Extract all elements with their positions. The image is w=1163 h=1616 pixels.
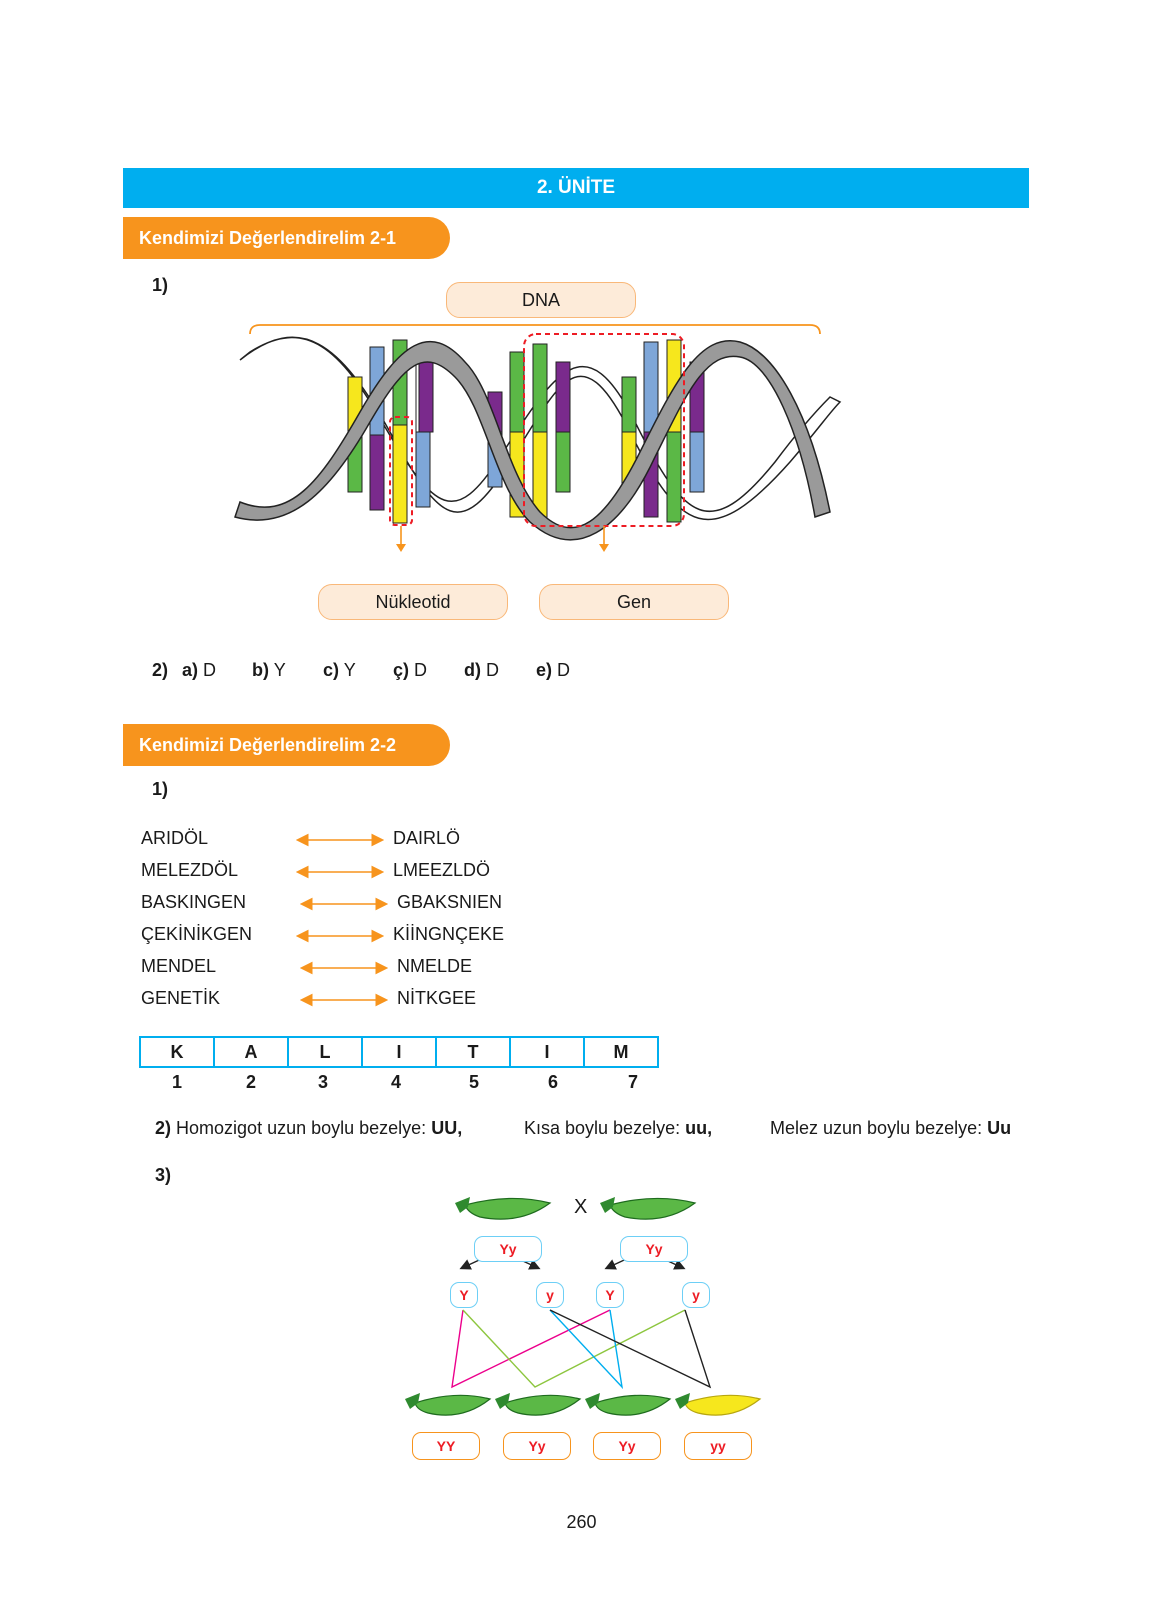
- word-left: MENDEL: [141, 956, 217, 976]
- answer-d: [464, 660, 499, 681]
- kalitim-table: [139, 1036, 659, 1068]
- dna-label: [446, 282, 636, 318]
- gamete-text: Y: [605, 1287, 615, 1303]
- question-number: 2): [155, 1118, 172, 1138]
- number-label: 5: [468, 1072, 479, 1092]
- genotype-text: YY: [436, 1438, 456, 1454]
- answer-key: e): [536, 660, 553, 680]
- q2-genotype-short: [524, 1118, 712, 1139]
- answer-value: D: [557, 660, 571, 680]
- pea-pod-icon: [600, 1197, 695, 1219]
- section-tab-2-1: [123, 217, 450, 259]
- answer-key: a): [182, 660, 199, 680]
- question-number: 1): [152, 779, 169, 799]
- gamete: [596, 1282, 624, 1308]
- letter-cell: I: [510, 1037, 584, 1067]
- cross-symbol: X: [574, 1196, 588, 1218]
- kalitim-numbers: [139, 1072, 675, 1093]
- genotype-text: Yy: [645, 1241, 663, 1257]
- genotype-value: Uu: [987, 1118, 1012, 1138]
- pea-pod-icon: [585, 1393, 670, 1415]
- answer-value: Y: [273, 660, 286, 680]
- q2-row: [152, 660, 168, 681]
- answer-key: ç): [393, 660, 410, 680]
- gamete: [536, 1282, 564, 1308]
- letter-cell: L: [288, 1037, 362, 1067]
- letter-cell: K: [140, 1037, 214, 1067]
- answer-key: c): [323, 660, 340, 680]
- question-number: 1): [152, 275, 169, 295]
- question-number: 2): [152, 660, 169, 680]
- gamete-text: y: [692, 1287, 700, 1303]
- number-label: 6: [547, 1072, 558, 1092]
- answer-key: d): [464, 660, 481, 680]
- nucleotide-label-text: Nükleotid: [375, 591, 451, 612]
- letter-cell: T: [436, 1037, 510, 1067]
- gamete-text: y: [546, 1287, 554, 1303]
- offspring-genotype: [593, 1432, 661, 1460]
- double-arrows: [295, 828, 390, 1018]
- answer-e: [536, 660, 570, 681]
- number-label: 4: [390, 1072, 401, 1092]
- word-left: MELEZDÖL: [141, 860, 239, 880]
- gamete: [450, 1282, 478, 1308]
- word-left: ÇEKİNİKGEN: [141, 924, 253, 944]
- pea-cross-diagram: [400, 1185, 770, 1455]
- number-label: 7: [627, 1072, 638, 1092]
- gamete-text: Y: [459, 1287, 469, 1303]
- genotype-value: UU,: [431, 1118, 463, 1138]
- genotype-text: Yy: [528, 1438, 546, 1454]
- answer-value: D: [414, 660, 428, 680]
- answer-value: Y: [343, 660, 356, 680]
- genotype-text: yy: [710, 1438, 726, 1454]
- word-right: NMELDE: [397, 956, 473, 976]
- offspring-genotype: [412, 1432, 480, 1460]
- letter-cell: A: [214, 1037, 288, 1067]
- word-left: ARIDÖL: [141, 828, 209, 848]
- section-title: Kendimizi Değerlendirelim 2-1: [139, 227, 397, 248]
- parent-genotype: [474, 1236, 542, 1262]
- q2-genotypes: [155, 1118, 462, 1139]
- word-right: GBAKSNIEN: [397, 892, 503, 912]
- answer-value: D: [203, 660, 217, 680]
- word-left: BASKINGEN: [141, 892, 247, 912]
- unit-title: 2. ÜNİTE: [536, 177, 616, 198]
- section-title: Kendimizi Değerlendirelim 2-2: [139, 734, 397, 755]
- pea-pod-icon: [675, 1393, 760, 1415]
- gene-label-text: Gen: [616, 591, 652, 612]
- answer-key: b): [252, 660, 269, 680]
- parent-genotype: [620, 1236, 688, 1262]
- text: Homozigot uzun boylu bezelye:: [176, 1118, 427, 1138]
- answer-a: [182, 660, 216, 681]
- question-number: 3): [155, 1165, 172, 1185]
- answer-b: [252, 660, 286, 681]
- offspring-genotype: [503, 1432, 571, 1460]
- genotype-value: uu,: [685, 1118, 713, 1138]
- word-left: GENETİK: [141, 988, 221, 1008]
- word-right: LMEEZLDÖ: [393, 860, 491, 880]
- pea-pod-icon: [495, 1393, 580, 1415]
- dna-helix-diagram: [230, 322, 850, 552]
- answer-c: [323, 660, 356, 681]
- answer-value: D: [486, 660, 500, 680]
- number-label: 1: [171, 1072, 182, 1092]
- page-number: 260: [566, 1512, 597, 1532]
- genotype-text: Yy: [618, 1438, 636, 1454]
- section-tab-2-2: [123, 724, 450, 766]
- number-label: 2: [245, 1072, 256, 1092]
- text: Melez uzun boylu bezelye:: [770, 1118, 983, 1138]
- gamete: [682, 1282, 710, 1308]
- unit-header: [123, 168, 1029, 208]
- dna-label-text: DNA: [521, 289, 560, 310]
- word-right: KİİNGNÇEKE: [393, 924, 505, 944]
- genotype-text: Yy: [499, 1241, 517, 1257]
- word-right: NİTKGEE: [397, 988, 477, 1008]
- letter-cell: I: [362, 1037, 436, 1067]
- text: Kısa boylu bezelye:: [524, 1118, 681, 1138]
- pea-pod-icon: [405, 1393, 490, 1415]
- gene-label: [539, 584, 729, 620]
- number-label: 3: [317, 1072, 328, 1092]
- offspring-genotype: [684, 1432, 752, 1460]
- letter-cell: M: [584, 1037, 658, 1067]
- nucleotide-label: [318, 584, 508, 620]
- q2-genotype-hybrid: [770, 1118, 1011, 1139]
- answer-c-cedilla: [393, 660, 427, 681]
- word-right: DAIRLÖ: [393, 828, 461, 848]
- pea-pod-icon: [455, 1197, 550, 1219]
